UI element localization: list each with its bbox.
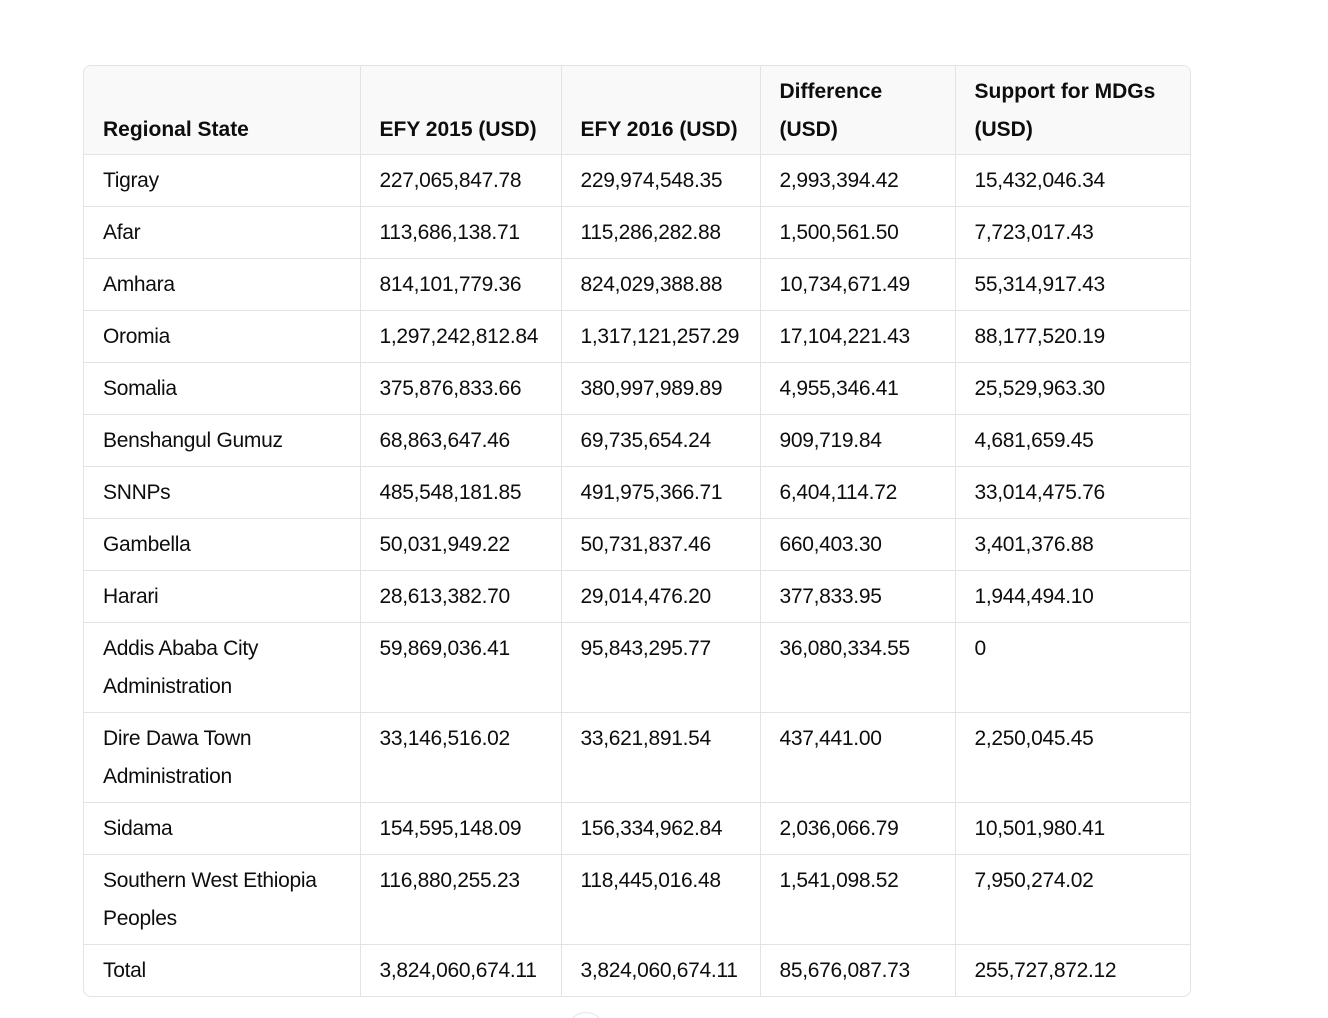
- cell-difference: 660,403.30: [760, 519, 955, 571]
- cell-support-mdgs: 1,944,494.10: [955, 571, 1190, 623]
- table-row: [84, 713, 1190, 803]
- cell-support-mdgs: 10,501,980.41: [955, 803, 1190, 855]
- cell-support-mdgs: 25,529,963.30: [955, 363, 1190, 415]
- cell-regional-state: Somalia: [84, 363, 360, 415]
- cell-efy-2016: 69,735,654.24: [561, 415, 760, 467]
- cell-efy-2016: 380,997,989.89: [561, 363, 760, 415]
- cell-regional-state: Total: [84, 945, 360, 997]
- table-body: [84, 155, 1190, 997]
- cell-efy-2016: 824,029,388.88: [561, 259, 760, 311]
- scroll-down-button[interactable]: [567, 1012, 605, 1018]
- cell-efy-2016: 491,975,366.71: [561, 467, 760, 519]
- cell-support-mdgs: 15,432,046.34: [955, 155, 1190, 207]
- table-row: [84, 363, 1190, 415]
- table-row: [84, 519, 1190, 571]
- cell-regional-state: Dire Dawa Town Administration: [84, 713, 360, 803]
- cell-efy-2015: 50,031,949.22: [360, 519, 561, 571]
- table-row: [84, 571, 1190, 623]
- table-row: [84, 623, 1190, 713]
- table-header: [84, 66, 1190, 155]
- cell-efy-2015: 116,880,255.23: [360, 855, 561, 945]
- cell-efy-2015: 3,824,060,674.11: [360, 945, 561, 997]
- cell-efy-2015: 33,146,516.02: [360, 713, 561, 803]
- cell-regional-state: SNNPs: [84, 467, 360, 519]
- cell-efy-2015: 59,869,036.41: [360, 623, 561, 713]
- cell-difference: 10,734,671.49: [760, 259, 955, 311]
- cell-support-mdgs: 88,177,520.19: [955, 311, 1190, 363]
- column-header-efy-2015: EFY 2015 (USD): [360, 66, 561, 155]
- table-row: [84, 259, 1190, 311]
- table-row: [84, 311, 1190, 363]
- cell-regional-state: Oromia: [84, 311, 360, 363]
- table-row: [84, 803, 1190, 855]
- cell-difference: 85,676,087.73: [760, 945, 955, 997]
- cell-difference: 2,036,066.79: [760, 803, 955, 855]
- cell-efy-2015: 814,101,779.36: [360, 259, 561, 311]
- cell-efy-2015: 113,686,138.71: [360, 207, 561, 259]
- cell-support-mdgs: 33,014,475.76: [955, 467, 1190, 519]
- cell-efy-2016: 118,445,016.48: [561, 855, 760, 945]
- cell-efy-2016: 50,731,837.46: [561, 519, 760, 571]
- cell-efy-2015: 227,065,847.78: [360, 155, 561, 207]
- column-header-difference: Difference (USD): [760, 66, 955, 155]
- table-row: [84, 855, 1190, 945]
- cell-regional-state: Gambella: [84, 519, 360, 571]
- data-table-container: [83, 65, 1191, 997]
- cell-support-mdgs: 3,401,376.88: [955, 519, 1190, 571]
- cell-regional-state: Tigray: [84, 155, 360, 207]
- header-row: [84, 66, 1190, 155]
- cell-efy-2015: 375,876,833.66: [360, 363, 561, 415]
- column-header-regional-state: Regional State: [84, 66, 360, 155]
- cell-support-mdgs: 7,950,274.02: [955, 855, 1190, 945]
- cell-efy-2015: 28,613,382.70: [360, 571, 561, 623]
- cell-support-mdgs: 255,727,872.12: [974, 959, 1117, 982]
- table-row: [84, 207, 1190, 259]
- table-row: [84, 467, 1190, 519]
- cell-efy-2016: 156,334,962.84: [561, 803, 760, 855]
- cell-difference: 909,719.84: [760, 415, 955, 467]
- cell-efy-2016: 29,014,476.20: [561, 571, 760, 623]
- cell-support-mdgs: 2,250,045.45: [955, 713, 1190, 803]
- cell-efy-2016: 1,317,121,257.29: [561, 311, 760, 363]
- cell-difference: 1,500,561.50: [760, 207, 955, 259]
- cell-difference: 2,993,394.42: [760, 155, 955, 207]
- cell-support-mdgs: 7,723,017.43: [955, 207, 1190, 259]
- cell-efy-2016: 33,621,891.54: [561, 713, 760, 803]
- cell-difference: 4,955,346.41: [760, 363, 955, 415]
- table-row: [84, 945, 1190, 997]
- table-row: [84, 155, 1190, 207]
- table-row: [84, 415, 1190, 467]
- cell-support-mdgs: 4,681,659.45: [955, 415, 1190, 467]
- cell-regional-state: Sidama: [84, 803, 360, 855]
- cell-regional-state: Addis Ababa City Administration: [84, 623, 360, 713]
- cell-difference: 17,104,221.43: [760, 311, 955, 363]
- cell-efy-2016: 229,974,548.35: [561, 155, 760, 207]
- cell-efy-2016: 115,286,282.88: [561, 207, 760, 259]
- cell-regional-state: Harari: [84, 571, 360, 623]
- cell-regional-state: Southern West Ethiopia Peoples: [84, 855, 360, 945]
- cell-regional-state: Benshangul Gumuz: [84, 415, 360, 467]
- cell-support-mdgs: 55,314,917.43: [955, 259, 1190, 311]
- cell-efy-2015: 1,297,242,812.84: [360, 311, 561, 363]
- cell-support-mdgs: 0: [955, 623, 1190, 713]
- cell-efy-2015: 68,863,647.46: [360, 415, 561, 467]
- cell-regional-state: Afar: [84, 207, 360, 259]
- column-header-support-mdgs: Support for MDGs (USD): [955, 66, 1190, 155]
- cell-difference: 377,833.95: [760, 571, 955, 623]
- cell-difference: 6,404,114.72: [760, 467, 955, 519]
- cell-difference: 1,541,098.52: [760, 855, 955, 945]
- cell-efy-2015: 154,595,148.09: [360, 803, 561, 855]
- cell-difference: 437,441.00: [760, 713, 955, 803]
- cell-efy-2016: 95,843,295.77: [561, 623, 760, 713]
- cell-efy-2015: 485,548,181.85: [360, 467, 561, 519]
- cell-regional-state: Amhara: [84, 259, 360, 311]
- column-header-efy-2016: EFY 2016 (USD): [561, 66, 760, 155]
- cell-difference: 36,080,334.55: [760, 623, 955, 713]
- cell-efy-2016: 3,824,060,674.11: [561, 945, 760, 997]
- regional-budget-table: [84, 66, 1190, 996]
